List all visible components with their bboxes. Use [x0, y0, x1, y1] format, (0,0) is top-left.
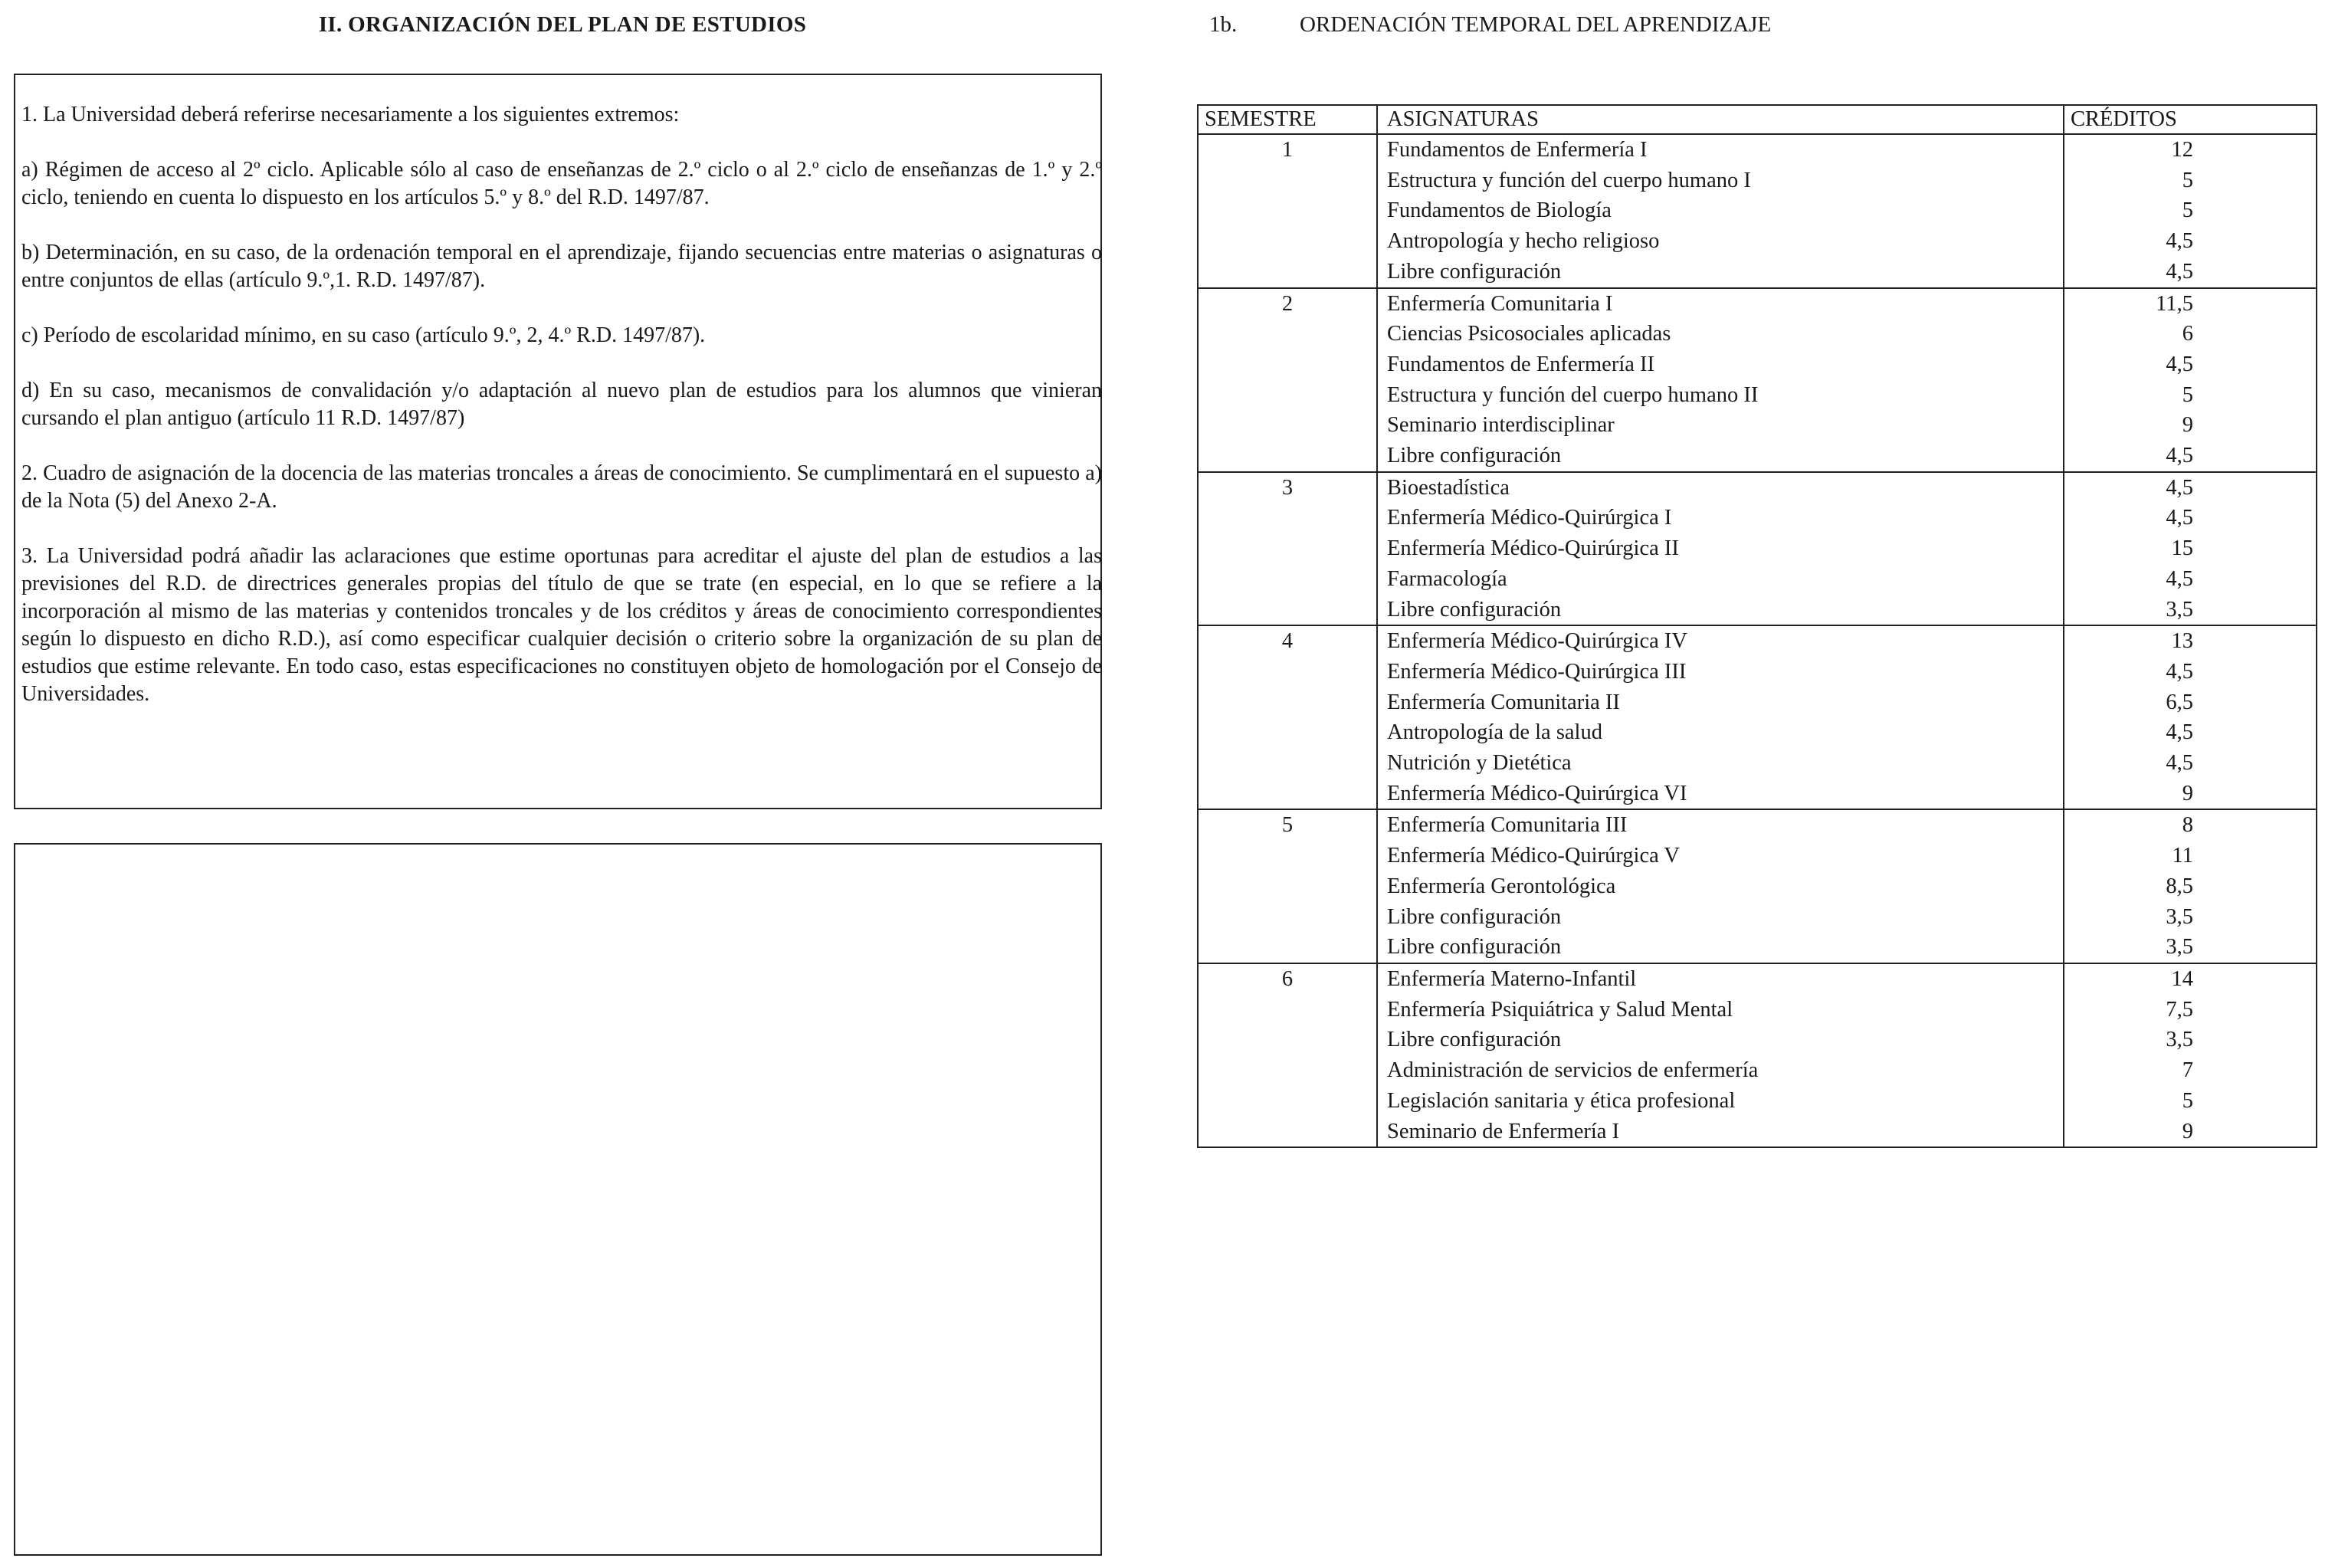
instruction-paragraph: 2. Cuadro de asignación de la docencia de las materias troncales a áreas de conocimiento. Se cumplimentará en el supuesto a) de la Nota (5) del Anexo 2-A. — [21, 461, 1102, 513]
section-heading — [1209, 12, 1771, 38]
credits-cell: 12 — [2064, 134, 2317, 166]
credits-cell: 9 — [2064, 410, 2317, 441]
credits-cell: 7,5 — [2064, 995, 2317, 1025]
credits-cell: 7 — [2064, 1055, 2317, 1086]
course-name-cell: Enfermería Comunitaria I — [1377, 288, 2064, 320]
credits-cell: 5 — [2064, 166, 2317, 196]
table-row — [1198, 533, 2317, 564]
course-name-cell: Enfermería Médico-Quirúrgica VI — [1377, 779, 2064, 810]
semester-cell — [1198, 748, 1377, 779]
table-row — [1198, 288, 2317, 320]
course-name-cell: Enfermería Médico-Quirúrgica III — [1377, 657, 2064, 687]
course-name-cell: Seminario interdisciplinar — [1377, 410, 2064, 441]
table-row — [1198, 748, 2317, 779]
semester-cell — [1198, 687, 1377, 718]
course-name-cell: Administración de servicios de enfermería — [1377, 1055, 2064, 1086]
credits-cell: 4,5 — [2064, 503, 2317, 533]
table-row — [1198, 1055, 2317, 1086]
course-name-cell: Nutrición y Dietética — [1377, 748, 2064, 779]
instruction-paragraph: c) Período de escolaridad mínimo, en su caso (artículo 9.º, 2, 4.º R.D. 1497/87). — [21, 323, 706, 347]
course-name-cell: Enfermería Gerontológica — [1377, 871, 2064, 902]
instruction-paragraph: 1. La Universidad deberá referirse necesariamente a los siguientes extremos: — [21, 103, 680, 126]
table-row — [1198, 963, 2317, 995]
semester-cell: 3 — [1198, 472, 1377, 504]
credits-cell: 6,5 — [2064, 687, 2317, 718]
table-row — [1198, 932, 2317, 963]
semester-cell — [1198, 595, 1377, 626]
semester-cell — [1198, 902, 1377, 933]
course-name-cell: Fundamentos de Enfermería I — [1377, 134, 2064, 166]
instruction-paragraph: d) En su caso, mecanismos de convalidación y/o adaptación al nuevo plan de estudios para los alumnos que vinieran cursando el plan antiguo (artículo 11 R.D. 1497/87) — [21, 379, 1102, 430]
semester-cell — [1198, 779, 1377, 810]
table-row — [1198, 809, 2317, 841]
course-name-cell: Fundamentos de Biología — [1377, 195, 2064, 226]
semester-cell — [1198, 932, 1377, 963]
semester-cell — [1198, 226, 1377, 257]
header-semestre: SEMESTRE — [1198, 105, 1377, 134]
table-row — [1198, 1117, 2317, 1148]
credits-cell: 3,5 — [2064, 902, 2317, 933]
semester-cell — [1198, 564, 1377, 595]
semester-cell — [1198, 1055, 1377, 1086]
credits-cell: 4,5 — [2064, 748, 2317, 779]
semester-cell: 5 — [1198, 809, 1377, 841]
course-name-cell: Libre configuración — [1377, 932, 2064, 963]
course-name-cell: Bioestadística — [1377, 472, 2064, 504]
course-name-cell: Legislación sanitaria y ética profesional — [1377, 1086, 2064, 1117]
semester-cell — [1198, 257, 1377, 288]
table-row — [1198, 503, 2317, 533]
semester-cell — [1198, 319, 1377, 349]
table-row — [1198, 1086, 2317, 1117]
credits-cell: 4,5 — [2064, 441, 2317, 472]
semester-cell — [1198, 871, 1377, 902]
table-row — [1198, 410, 2317, 441]
semester-cell — [1198, 410, 1377, 441]
semester-cell — [1198, 657, 1377, 687]
instructions-text — [21, 101, 1102, 736]
credits-cell: 4,5 — [2064, 349, 2317, 380]
credits-cell: 13 — [2064, 625, 2317, 657]
table-row — [1198, 995, 2317, 1025]
credits-cell: 4,5 — [2064, 717, 2317, 748]
table-row — [1198, 717, 2317, 748]
table-row — [1198, 319, 2317, 349]
course-name-cell: Antropología y hecho religioso — [1377, 226, 2064, 257]
credits-cell: 8,5 — [2064, 871, 2317, 902]
semester-cell — [1198, 841, 1377, 871]
semester-cell — [1198, 1025, 1377, 1055]
table-header-row — [1198, 105, 2317, 134]
course-name-cell: Enfermería Médico-Quirúrgica I — [1377, 503, 2064, 533]
table-row — [1198, 1025, 2317, 1055]
header-asignaturas: ASIGNATURAS — [1377, 105, 2064, 134]
course-name-cell: Farmacología — [1377, 564, 2064, 595]
table-row — [1198, 841, 2317, 871]
table-row — [1198, 657, 2317, 687]
table-row — [1198, 226, 2317, 257]
credits-cell: 4,5 — [2064, 226, 2317, 257]
credits-cell: 3,5 — [2064, 595, 2317, 626]
course-name-cell: Antropología de la salud — [1377, 717, 2064, 748]
course-name-cell: Enfermería Médico-Quirúrgica V — [1377, 841, 2064, 871]
course-name-cell: Seminario de Enfermería I — [1377, 1117, 2064, 1148]
credits-cell: 6 — [2064, 319, 2317, 349]
credits-cell: 15 — [2064, 533, 2317, 564]
credits-cell: 3,5 — [2064, 1025, 2317, 1055]
semester-cell: 6 — [1198, 963, 1377, 995]
credits-cell: 5 — [2064, 1086, 2317, 1117]
table-row — [1198, 349, 2317, 380]
credits-cell: 3,5 — [2064, 932, 2317, 963]
semester-cell: 4 — [1198, 625, 1377, 657]
credits-cell: 4,5 — [2064, 657, 2317, 687]
semester-cell — [1198, 1117, 1377, 1148]
schedule-body — [1198, 134, 2317, 1147]
table-row — [1198, 472, 2317, 504]
table-row — [1198, 687, 2317, 718]
course-name-cell: Enfermería Psiquiátrica y Salud Mental — [1377, 995, 2064, 1025]
course-name-cell: Enfermería Comunitaria II — [1377, 687, 2064, 718]
course-name-cell: Enfermería Materno-Infantil — [1377, 963, 2064, 995]
course-name-cell: Estructura y función del cuerpo humano II — [1377, 380, 2064, 411]
credits-cell: 11 — [2064, 841, 2317, 871]
table-row — [1198, 134, 2317, 166]
table-row — [1198, 257, 2317, 288]
semester-cell — [1198, 166, 1377, 196]
empty-box — [14, 843, 1102, 1556]
credits-cell: 4,5 — [2064, 257, 2317, 288]
semester-cell: 2 — [1198, 288, 1377, 320]
section-number: 1b. — [1209, 12, 1238, 37]
credits-cell: 5 — [2064, 195, 2317, 226]
semester-cell — [1198, 1086, 1377, 1117]
course-name-cell: Libre configuración — [1377, 257, 2064, 288]
course-name-cell: Ciencias Psicosociales aplicadas — [1377, 319, 2064, 349]
credits-cell: 8 — [2064, 809, 2317, 841]
semester-cell — [1198, 995, 1377, 1025]
credits-cell: 4,5 — [2064, 564, 2317, 595]
semester-cell — [1198, 441, 1377, 472]
credits-cell: 14 — [2064, 963, 2317, 995]
table-row — [1198, 902, 2317, 933]
course-name-cell: Enfermería Comunitaria III — [1377, 809, 2064, 841]
table-row — [1198, 441, 2317, 472]
page-title: II. ORGANIZACIÓN DEL PLAN DE ESTUDIOS — [318, 12, 807, 37]
table-row — [1198, 380, 2317, 411]
table-row — [1198, 195, 2317, 226]
header-creditos: CRÉDITOS — [2064, 105, 2317, 134]
course-name-cell: Estructura y función del cuerpo humano I — [1377, 166, 2064, 196]
instruction-paragraph: 3. La Universidad podrá añadir las aclaraciones que estime oportunas para acreditar el ajuste del plan de estudios a las previsiones del R.D. de directrices generales propias del título de que se trate (en especial, en lo que se refiere a la incorporación al mismo de las materias y contenidos troncales y de los créditos y áreas de conocimiento correspondientes según lo dispuesto en dicho R.D.), así como especificar cualquier decisión o criterio sobre la organización de su plan de estudios que estime relevante. En todo caso, estas especificaciones no constituyen objeto de homologación por el Consejo de Universidades. — [21, 544, 1102, 706]
course-name-cell: Libre configuración — [1377, 441, 2064, 472]
semester-cell — [1198, 533, 1377, 564]
table-row — [1198, 871, 2317, 902]
instruction-paragraph: a) Régimen de acceso al 2º ciclo. Aplicable sólo al caso de enseñanzas de 2.º ciclo o al 2.º ciclo de enseñanzas de 1.º y 2.º ciclo, teniendo en cuenta lo dispuesto en los artículos 5.º y 8.º del R.D. 1497/87. — [21, 158, 1102, 209]
semester-cell — [1198, 717, 1377, 748]
table-row — [1198, 564, 2317, 595]
credits-cell: 5 — [2064, 380, 2317, 411]
semester-cell: 1 — [1198, 134, 1377, 166]
schedule-table — [1197, 104, 2317, 1148]
credits-cell: 9 — [2064, 779, 2317, 810]
credits-cell: 4,5 — [2064, 472, 2317, 504]
semester-cell — [1198, 349, 1377, 380]
instruction-paragraph: b) Determinación, en su caso, de la ordenación temporal en el aprendizaje, fijando secuencias entre materias o asignaturas o entre conjuntos de ellas (artículo 9.º,1. R.D. 1497/87). — [21, 241, 1102, 292]
course-name-cell: Fundamentos de Enfermería II — [1377, 349, 2064, 380]
course-name-cell: Enfermería Médico-Quirúrgica II — [1377, 533, 2064, 564]
course-name-cell: Libre configuración — [1377, 1025, 2064, 1055]
credits-cell: 9 — [2064, 1117, 2317, 1148]
semester-cell — [1198, 503, 1377, 533]
semester-cell — [1198, 380, 1377, 411]
course-name-cell: Libre configuración — [1377, 595, 2064, 626]
credits-cell: 11,5 — [2064, 288, 2317, 320]
table-row — [1198, 625, 2317, 657]
course-name-cell: Libre configuración — [1377, 902, 2064, 933]
table-row — [1198, 595, 2317, 626]
semester-cell — [1198, 195, 1377, 226]
table-row — [1198, 166, 2317, 196]
instructions-box — [14, 74, 1102, 809]
table-row — [1198, 779, 2317, 810]
section-title: ORDENACIÓN TEMPORAL DEL APRENDIZAJE — [1300, 12, 1772, 37]
course-name-cell: Enfermería Médico-Quirúrgica IV — [1377, 625, 2064, 657]
